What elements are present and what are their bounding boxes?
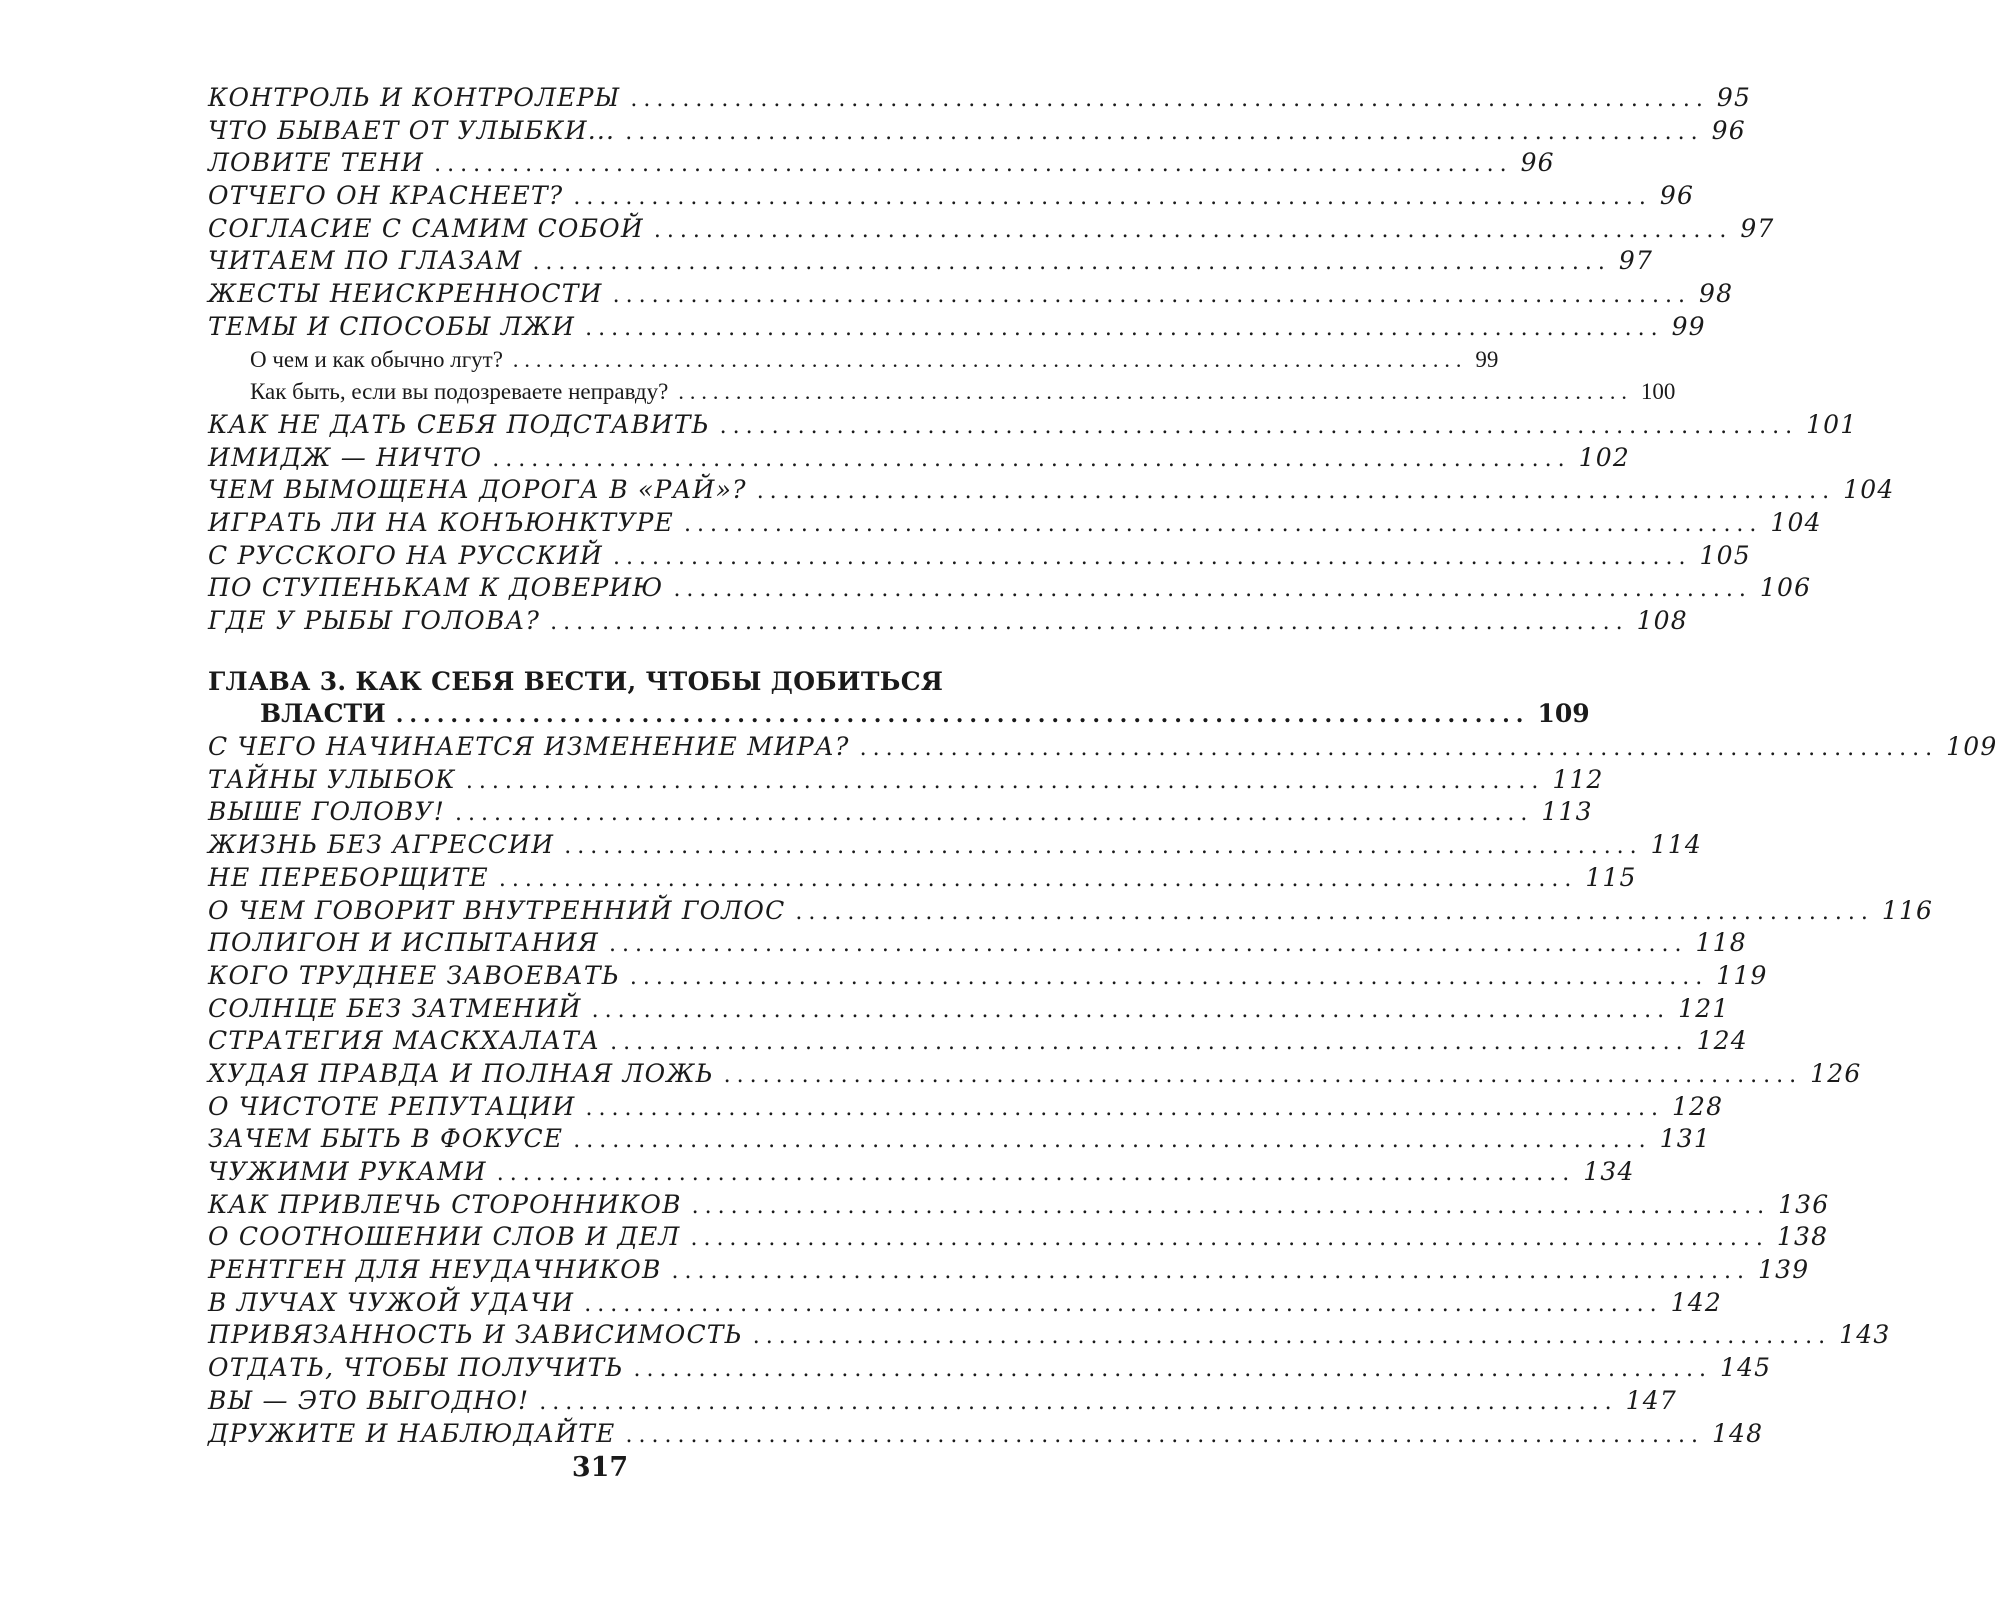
- toc-leader-dots: ...................................................................................: [573, 1128, 1652, 1154]
- toc-entry: [208, 1221, 1829, 1254]
- toc-entry-title: ЧЕМ ВЫМОЩЕНА ДОРОГА В «РАЙ»?: [208, 475, 747, 505]
- toc-leader-dots: ...................................................................................: [434, 152, 1513, 178]
- toc-entry-page: 148: [1711, 1418, 1764, 1448]
- toc-entry-title: ЧТО БЫВАЕТ ОТ УЛЫБКИ...: [208, 115, 616, 145]
- toc-entry-page: 104: [1770, 507, 1822, 537]
- toc-leader-dots: ...................................................................................: [678, 379, 1633, 405]
- toc-entry-page: 134: [1583, 1157, 1635, 1186]
- toc-entry-title: ЛОВИТЕ ТЕНИ: [208, 148, 425, 178]
- toc-entry-title: РЕНТГЕН ДЛЯ НЕУДАЧНИКОВ: [208, 1255, 662, 1285]
- toc-entry-page: 112: [1552, 764, 1604, 794]
- toc-entry: [208, 764, 1604, 797]
- toc-entry-title: ПРИВЯЗАННОСТЬ И ЗАВИСИМОСТЬ: [208, 1320, 743, 1350]
- toc-entry-page: 99: [1475, 346, 1499, 372]
- toc-entry-title: СОГЛАСИЕ С САМИМ СОБОЙ: [208, 213, 644, 243]
- toc-entry-title: КОНТРОЛЬ И КОНТРОЛЕРЫ: [208, 83, 621, 112]
- toc-entry-page: 96: [1659, 181, 1695, 211]
- toc-entry-title: С РУССКОГО НА РУССКИЙ: [208, 540, 604, 570]
- toc-entry: [208, 731, 1997, 764]
- toc-entry-page: 142: [1670, 1287, 1722, 1317]
- toc-entry-title: ОТДАТЬ, ЧТОБЫ ПОЛУЧИТЬ: [208, 1353, 624, 1383]
- toc-entry: [208, 245, 1654, 278]
- toc-leader-dots: ...................................................................................: [532, 250, 1611, 276]
- toc-leader-dots: ...................................................................................: [653, 217, 1733, 243]
- toc-entry-page: 98: [1699, 279, 1734, 309]
- toc-section-chapter-2: [208, 82, 1895, 638]
- toc-entry-page: 99: [1671, 311, 1706, 341]
- toc-entry-page: 109: [1946, 732, 1997, 762]
- toc-leader-dots: ...................................................................................: [454, 801, 1534, 827]
- toc-entry-title: СТРАТЕГИЯ МАСКХАЛАТА: [208, 1026, 601, 1056]
- toc-entry-page: 97: [1618, 246, 1654, 276]
- toc-entry-page: 114: [1650, 830, 1702, 860]
- toc-entry: [208, 927, 1747, 960]
- toc-leader-dots: ...................................................................................: [859, 736, 1939, 762]
- toc-entry-title: КОГО ТРУДНЕЕ ЗАВОЕВАТЬ: [208, 960, 620, 990]
- toc-entry-page: 113: [1541, 797, 1593, 827]
- toc-leader-dots: ...................................................................................: [585, 1095, 1664, 1121]
- toc-leader-dots: ...................................................................................: [723, 1062, 1803, 1088]
- toc-entry-title: В ЛУЧАХ ЧУЖОЙ УДАЧИ: [208, 1287, 575, 1317]
- toc-entry-page: 108: [1636, 606, 1688, 635]
- toc-entry-title: ДРУЖИТЕ И НАБЛЮДАЙТЕ: [208, 1418, 616, 1448]
- toc-leader-dots: ...................................................................................: [512, 346, 1468, 372]
- page-number: 317: [571, 1452, 629, 1483]
- toc-entry-page: 106: [1759, 573, 1812, 603]
- toc-leader-dots: ...................................................................................: [573, 185, 1652, 211]
- toc-entry: [208, 1319, 1891, 1352]
- toc-entry: [208, 572, 1812, 605]
- toc-entry-page: 138: [1776, 1222, 1829, 1252]
- toc-entry-title: ГДЕ У РЫБЫ ГОЛОВА?: [208, 606, 541, 635]
- toc-entry: [208, 1254, 1810, 1287]
- toc-entry: [208, 1385, 1677, 1418]
- toc-entry-page: 96: [1520, 148, 1555, 178]
- toc-entry: [208, 605, 1688, 638]
- toc-entry-page: 115: [1585, 862, 1637, 892]
- toc-subentry: [208, 376, 1676, 409]
- toc-entry-title: О ЧЕМ ГОВОРИТ ВНУТРЕННИЙ ГОЛОС: [208, 895, 786, 925]
- toc-leader-dots: ...................................................................................: [691, 1193, 1771, 1219]
- toc-leader-dots: ...................................................................................: [613, 544, 1692, 570]
- toc-leader-dots: ...................................................................................: [550, 610, 1629, 635]
- toc-entry-title: ПОЛИГОН И ИСПЫТАНИЯ: [208, 928, 600, 958]
- toc-entry: [208, 1058, 1862, 1091]
- toc-entry-title: ПО СТУПЕНЬКАМ К ДОВЕРИЮ: [208, 573, 664, 603]
- toc-leader-dots: ...................................................................................: [492, 446, 1571, 472]
- toc-leader-dots: ...................................................................................: [625, 1422, 1704, 1448]
- toc-entry: [208, 829, 1702, 862]
- toc-section-chapter-3: [208, 731, 1997, 1450]
- toc-leader-dots: ...................................................................................: [539, 1389, 1618, 1415]
- toc-entry: [208, 1418, 1764, 1451]
- toc-entry: [208, 278, 1734, 311]
- toc-entry: [208, 213, 1775, 246]
- toc-entry-page: 124: [1696, 1026, 1748, 1056]
- toc-entry-page: 131: [1659, 1124, 1711, 1154]
- toc-entry-title: ЧИТАЕМ ПО ГЛАЗАМ: [208, 246, 523, 276]
- toc-entry-title: ТАЙНЫ УЛЫБОК: [208, 764, 456, 794]
- toc-leader-dots: ...................................................................................: [752, 1324, 1832, 1350]
- toc-entry-page: 95: [1716, 83, 1752, 112]
- toc-leader-dots: ...................................................................................: [610, 1030, 1689, 1056]
- table-of-contents: [208, 82, 1997, 1450]
- toc-entry-page: 102: [1578, 442, 1630, 472]
- toc-entry: [208, 796, 1593, 829]
- toc-leader-dots: ...................................................................................: [564, 834, 1643, 860]
- chapter-page: 109: [1537, 699, 1590, 729]
- toc-leader-dots: ...................................................................................: [719, 413, 1799, 439]
- toc-entry: [208, 540, 1751, 573]
- toc-entry-page: 145: [1719, 1353, 1772, 1383]
- toc-entry-page: 128: [1671, 1091, 1724, 1121]
- toc-entry: [208, 474, 1895, 507]
- toc-entry: [208, 180, 1695, 213]
- toc-leader-dots: ...................................................................................: [795, 899, 1874, 925]
- toc-entry: [208, 960, 1768, 993]
- toc-entry-title: ВЫШЕ ГОЛОВУ!: [208, 797, 445, 827]
- toc-entry-page: 119: [1716, 960, 1768, 990]
- toc-entry-title: ХУДАЯ ПРАВДА И ПОЛНАЯ ЛОЖЬ: [208, 1058, 714, 1088]
- toc-entry-title: ОТЧЕГО ОН КРАСНЕЕТ?: [208, 181, 564, 211]
- toc-entry-title: НЕ ПЕРЕБОРЩИТЕ: [208, 862, 489, 892]
- toc-entry: [208, 1156, 1635, 1189]
- toc-entry-title: ЗАЧЕМ БЫТЬ В ФОКУСЕ: [208, 1124, 564, 1154]
- toc-entry-title: ВЫ — ЭТО ВЫГОДНО!: [208, 1385, 530, 1415]
- toc-leader-dots: ...................................................................................: [629, 964, 1709, 990]
- toc-entry: [208, 895, 1934, 928]
- toc-leader-dots: ...................................................................................: [591, 997, 1671, 1023]
- toc-entry: [208, 1287, 1722, 1320]
- toc-entry-title: ИГРАТЬ ЛИ НА КОНЪЮНКТУРЕ: [208, 507, 674, 537]
- toc-entry-page: 97: [1740, 213, 1775, 243]
- toc-leader-dots: ...................................................................................: [633, 1357, 1712, 1383]
- toc-entry-title: О ЧИСТОТЕ РЕПУТАЦИИ: [208, 1091, 576, 1121]
- toc-leader-dots: ...................................................................................: [395, 702, 1530, 729]
- toc-entry: [208, 1123, 1711, 1156]
- toc-entry-page: 105: [1699, 540, 1751, 570]
- toc-entry-page: 100: [1640, 379, 1676, 405]
- toc-leader-dots: ...................................................................................: [690, 1226, 1769, 1252]
- chapter-heading: ГЛАВА 3. КАК СЕБЯ ВЕСТИ, ЧТОБЫ ДОБИТЬСЯ: [208, 666, 944, 696]
- toc-leader-dots: ...................................................................................: [671, 1259, 1750, 1285]
- toc-entry-title: КАК НЕ ДАТЬ СЕБЯ ПОДСТАВИТЬ: [208, 409, 710, 439]
- toc-entry: [208, 311, 1706, 344]
- toc-entry: [208, 82, 1752, 115]
- toc-entry-page: 96: [1711, 115, 1746, 145]
- toc-entry-title: СОЛНЦЕ БЕЗ ЗАТМЕНИЙ: [208, 993, 582, 1023]
- toc-leader-dots: ...................................................................................: [465, 768, 1545, 794]
- toc-leader-dots: ...................................................................................: [498, 866, 1578, 892]
- toc-entry-title: Как быть, если вы подозреваете неправду?: [250, 379, 669, 405]
- toc-leader-dots: ...................................................................................: [673, 577, 1752, 603]
- toc-leader-dots: ...................................................................................: [756, 479, 1836, 505]
- toc-entry-page: 126: [1810, 1058, 1862, 1088]
- toc-entry-title: ЖЕСТЫ НЕИСКРЕННОСТИ: [208, 279, 603, 309]
- toc-entry-title: ЖИЗНЬ БЕЗ АГРЕССИИ: [208, 830, 555, 860]
- toc-entry-page: 116: [1881, 895, 1934, 925]
- toc-entry: [208, 115, 1746, 148]
- toc-leader-dots: ...................................................................................: [609, 932, 1688, 958]
- toc-entry-title: С ЧЕГО НАЧИНАЕТСЯ ИЗМЕНЕНИЕ МИРА?: [208, 732, 850, 762]
- toc-entry-page: 136: [1778, 1189, 1830, 1219]
- toc-entry-page: 118: [1695, 928, 1747, 958]
- toc-entry-title: КАК ПРИВЛЕЧЬ СТОРОННИКОВ: [208, 1189, 682, 1219]
- toc-leader-dots: ...................................................................................: [625, 119, 1704, 145]
- toc-entry-title: О чем и как обычно лгут?: [250, 346, 503, 372]
- toc-entry-page: 101: [1806, 409, 1858, 439]
- chapter-heading-title: ВЛАСТИ: [260, 699, 386, 729]
- toc-entry-title: ИМИДЖ — НИЧТО: [208, 442, 483, 472]
- toc-entry: [208, 507, 1822, 540]
- toc-entry: [208, 862, 1637, 895]
- toc-entry-title: ТЕМЫ И СПОСОБЫ ЛЖИ: [208, 311, 576, 341]
- toc-entry: [208, 1189, 1830, 1222]
- toc-entry-page: 104: [1843, 475, 1895, 505]
- toc-leader-dots: ...................................................................................: [630, 87, 1709, 112]
- toc-entry-title: ЧУЖИМИ РУКАМИ: [208, 1157, 487, 1186]
- toc-entry-page: 143: [1839, 1320, 1891, 1350]
- toc-entry-page: 147: [1625, 1385, 1677, 1415]
- toc-leader-dots: ...................................................................................: [683, 511, 1763, 537]
- toc-leader-dots: ...................................................................................: [585, 315, 1664, 341]
- toc-entry: [208, 993, 1730, 1026]
- toc-entry: [208, 1352, 1772, 1385]
- toc-entry: [208, 1091, 1724, 1124]
- chapter-heading-continued: [208, 698, 1590, 731]
- toc-entry: [208, 409, 1858, 442]
- toc-leader-dots: ...................................................................................: [584, 1291, 1663, 1317]
- toc-subentry: [208, 344, 1499, 377]
- toc-leader-dots: ...................................................................................: [612, 283, 1692, 309]
- toc-entry: [208, 147, 1555, 180]
- toc-entry: [208, 442, 1630, 475]
- toc-entry-page: 121: [1678, 993, 1730, 1023]
- toc-entry: [208, 1025, 1748, 1058]
- toc-entry-page: 139: [1757, 1255, 1810, 1285]
- toc-entry-title: О СООТНОШЕНИИ СЛОВ И ДЕЛ: [208, 1222, 681, 1252]
- toc-leader-dots: ...................................................................................: [496, 1161, 1576, 1186]
